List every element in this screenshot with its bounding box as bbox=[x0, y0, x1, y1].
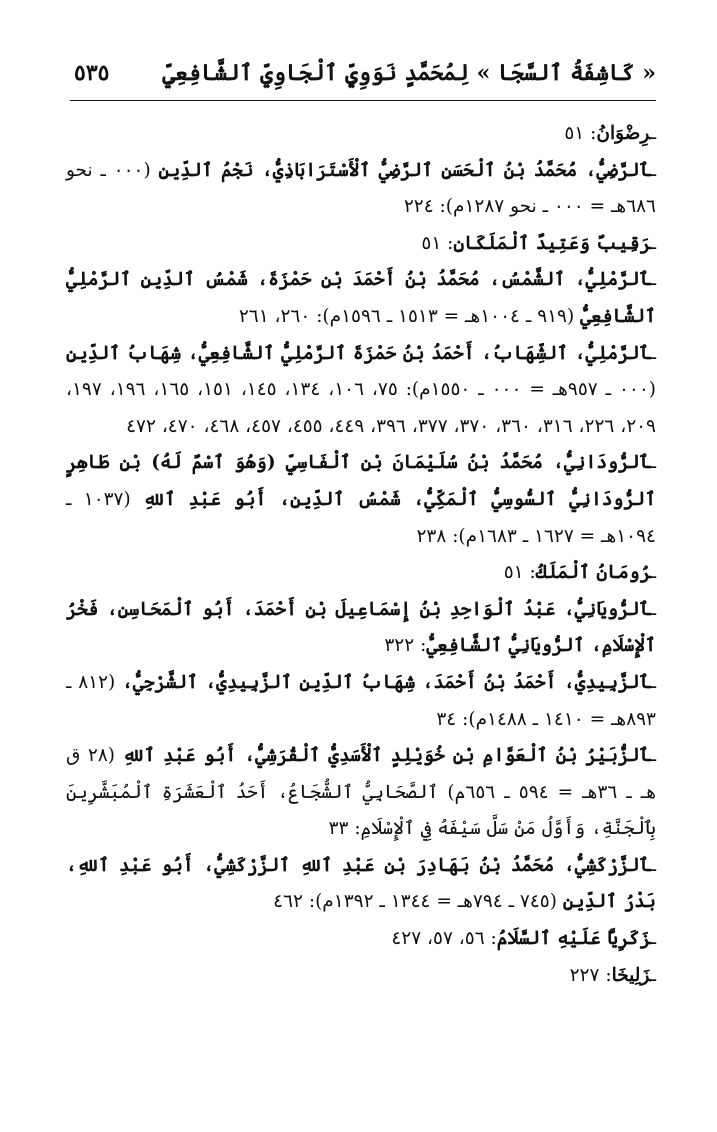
running-title: « كَاشِفَةُ ٱلسَّجَا » لِمُحَمَّدٍ نَوَوِيٍّ ٱلْجَاوِيِّ ٱلشَّافِعِيِّ bbox=[162, 60, 656, 86]
index-entry: ـٱلزَّبِيدِيُّ، أَحْمَدُ بْنُ أَحْمَدَ، شِهَابُ ٱلدِّينِ ٱلزَّبِيدِيُّ، ٱلشَّرْجِيُّ، (٨١٢ ـ ٨٩٣هـ = ١٤١٠ ـ ١٤٨٨م): ٣٤ bbox=[66, 671, 656, 730]
index-entry: ـٱلرُّويَانِيُّ، عَبْدُ ٱلْوَاحِدِ بْنُ إِسْمَاعِيلَ بْنِ أَحْمَدَ، أَبُو ٱلْمَحَاسِنِ، فَخْرُ ٱلْإِسْلَامِ، ٱلرُّويَانِيُّ ٱلشَّافِعِيُّ: ٣٢٢ bbox=[66, 598, 656, 657]
index-entry: ـرِضْوَانُ: ٥١ bbox=[564, 123, 656, 144]
entry-text: (٠٠٠ ـ ٩٥٧هـ = ٠٠٠ ـ ١٥٥٠م): ٧٥، ١٠٦، ١٣٤، ١٤٥، ١٥١، ١٦٥، ١٩٦، ١٩٧، ٢٠٩، ٢٢٦، ٣١٦، ٣٦٠، ٣٧٠، ٣٧٧، ٣٩٦، ٤٤٩، ٤٥٥، ٤٥٧، ٤٦٨، ٤٧٠، ٤٧٢ bbox=[66, 379, 657, 437]
entry-name: ٱلرَّمْلِيُّ، ٱلشِّهَابُ، أَحْمَدُ بْنُ حَمْزَةَ ٱلرَّمْلِيُّ ٱلشَّافِعِيُّ، شِهَابُ ٱلدِّينِ bbox=[66, 342, 651, 364]
page-header bbox=[70, 60, 656, 101]
entry-text: (٩١٩ ـ ١٠٠٤هـ = ١٥١٣ ـ ١٥٩٦م): ٢٦٠، ٢٦١ bbox=[238, 305, 581, 327]
index-entry: ـرُومَانُ ٱلْمَلَكُ: ٥١ bbox=[503, 562, 656, 584]
entry-name: رُومَانُ ٱلْمَلَكُ bbox=[535, 562, 651, 584]
entry-name: ٱلزَّبِيدِيُّ، أَحْمَدُ بْنُ أَحْمَدَ، شِهَابُ ٱلدِّينِ ٱلزَّبِيدِيُّ، ٱلشَّرْجِيُّ، bbox=[122, 671, 651, 693]
index-entries bbox=[66, 116, 656, 994]
entry-text: (٨١٢ ـ ٨٩٣هـ = ١٤١٠ ـ ١٤٨٨م): ٣٤ bbox=[66, 671, 656, 730]
entry-name: رِضْوَانُ bbox=[596, 123, 651, 144]
entry-text: (١٠٣٧ ـ ١٠٩٤هـ = ١٦٢٧ ـ ١٦٨٣م): ٢٣٨ bbox=[66, 488, 656, 547]
index-entry: ـٱلرُّودَانِيُّ، مُحَمَّدُ بْنُ سُلَيْمَانَ بْنِ ٱلْفَاسِيِّ (وَهُوَ ٱسْمٌ لَهُ) بْنِ طَاهِرٍ ٱلرُّودَانِيُّ ٱلسُّوسِيُّ ٱلْمَكِّيُّ، شَمْسُ ٱلدِّينِ، أَبُو عَبْدِ ٱللهِ (١٠٣٧ ـ ١٠٩٤هـ = ١٦٢٧ ـ ١٦٨٣م): ٢٣٨ bbox=[66, 452, 656, 547]
index-entry: ـرَقِيبٌ وَعَتِيدٌ ٱلْمَلَكَانِ: ٥١ bbox=[421, 232, 656, 254]
index-entry: ـٱلرَّضِيُّ، مُحَمَّدُ بْنُ ٱلْحَسَنِ ٱلرَّضِيُّ ٱلْأَسْتَرَابَاذِيُّ، نَجْمُ ٱلدِّينِ (٠٠٠ ـ نحو ٦٨٦هـ = ٠٠٠ ـ نحو ١٢٨٧م): ٢٢٤ bbox=[66, 159, 656, 218]
entry-text: : ٢٢٧ bbox=[569, 964, 612, 986]
entry-name: رَقِيبٌ وَعَتِيدٌ ٱلْمَلَكَانِ bbox=[453, 232, 651, 254]
index-entry: ـٱلرَّمْلِيُّ، ٱلشِّهَابُ، أَحْمَدُ بْنُ حَمْزَةَ ٱلرَّمْلِيُّ ٱلشَّافِعِيُّ، شِهَابُ ٱلدِّينِ (٠٠٠ ـ ٩٥٧هـ = ٠٠٠ ـ ١٥٥٠م): ٧٥، ١٠٦، ١٣٤، ١٤٥، ١٥١، ١٦٥، ١٩٦، ١٩٧، ٢٠٩، ٢٢٦، ٣١٦، ٣٦٠، ٣٧٠، ٣٧٧، ٣٩٦، ٤٤٩، ٤٥٥، ٤٥٧، ٤٦٨، ٤٧٠، ٤٧٢ bbox=[66, 342, 657, 437]
entry-name: ٱلرُّويَانِيُّ، عَبْدُ ٱلْوَاحِدِ بْنُ إِسْمَاعِيلَ بْنِ أَحْمَدَ، أَبُو ٱلْمَحَاسِنِ، فَخْرُ ٱلْإِسْلَامِ، ٱلرُّويَانِيُّ ٱلشَّافِعِيُّ bbox=[66, 598, 656, 657]
entry-name: ٱلرَّضِيُّ، مُحَمَّدُ بْنُ ٱلْحَسَنِ ٱلرَّضِيُّ ٱلْأَسْتَرَابَاذِيُّ، نَجْمُ ٱلدِّينِ bbox=[158, 159, 651, 181]
entry-text: : ٥١ bbox=[421, 232, 454, 254]
entry-text: : ٥٦، ٥٧، ٤٢٧ bbox=[391, 928, 497, 950]
entry-name: زَكَرِيَّا عَلَيْهِ ٱلسَّلَامُ bbox=[496, 928, 651, 950]
index-entry: ـٱلزَّرْكَشِيُّ، مُحَمَّدُ بْنُ بَهَادِرَ بْنِ عَبْدِ ٱللهِ ٱلزَّرْكَشِيُّ، أَبُو عَبْدِ ٱللهِ، بَدْرُ ٱلدِّينِ (٧٤٥ ـ ٧٩٤هـ = ١٣٤٤ ـ ١٣٩٢م): ٤٦٢ bbox=[66, 854, 656, 913]
entry-name: زَلِيخَا bbox=[611, 964, 651, 986]
index-entry: ـٱلزُّبَيْرُ بْنُ ٱلْعَوَّامِ بْنِ خُوَيْلِدٍ ٱلْأَسَدِيُّ ٱلْقُرَشِيُّ، أَبُو عَبْدِ ٱللهِ (٢٨ ق هـ ـ ٣٦هـ = ٥٩٤ ـ ٦٥٦م) ٱلصَّحَابِيُّ ٱلشُّجَاعُ، أَحَدُ ٱلْعَشَرَةِ ٱلْمُبَشَّرِينَ بِٱلْجَنَّةِ، وَأَوَّلُ مَنْ سَلَّ سَيْفَهُ فِي ٱلْإِسْلَامِ: ٣٣ bbox=[66, 745, 656, 840]
entry-name: ٱلرَّمْلِيُّ، ٱلشَّمْسُ، مُحَمَّدُ بْنُ أَحْمَدَ بْنِ حَمْزَةَ، شَمْسُ ٱلدِّينِ ٱلرَّمْلِيُّ ٱلشَّافِعِيُّ bbox=[66, 269, 656, 327]
index-entry: ـٱلرَّمْلِيُّ، ٱلشَّمْسُ، مُحَمَّدُ بْنُ أَحْمَدَ بْنِ حَمْزَةَ، شَمْسُ ٱلدِّينِ ٱلرَّمْلِيُّ ٱلشَّافِعِيُّ (٩١٩ ـ ١٠٠٤هـ = ١٥١٣ ـ ١٥٩٦م): ٢٦٠، ٢٦١ bbox=[66, 269, 656, 327]
entry-text: (٧٤٥ ـ ٧٩٤هـ = ١٣٤٤ ـ ١٣٩٢م): ٤٦٢ bbox=[273, 891, 563, 913]
index-entry: ـزَكَرِيَّا عَلَيْهِ ٱلسَّلَامُ: ٥٦، ٥٧، ٤٢٧ bbox=[391, 928, 656, 950]
entry-name: ٱلزُّبَيْرُ بْنُ ٱلْعَوَّامِ بْنِ خُوَيْلِدٍ ٱلْأَسَدِيُّ ٱلْقُرَشِيُّ، أَبُو عَبْدِ ٱللهِ bbox=[122, 745, 651, 767]
entry-name: ٱلزَّرْكَشِيُّ، مُحَمَّدُ بْنُ بَهَادِرَ بْنِ عَبْدِ ٱللهِ ٱلزَّرْكَشِيُّ، أَبُو عَبْدِ ٱللهِ، بَدْرُ ٱلدِّينِ bbox=[66, 854, 656, 913]
entry-text: (٠٠٠ ـ نحو ٦٨٦هـ = ٠٠٠ ـ نحو ١٢٨٧م): ٢٢٤ bbox=[66, 159, 656, 218]
entry-text: : ٥١ bbox=[564, 123, 597, 144]
page-number: ٥٣٥ bbox=[74, 60, 110, 86]
entry-text: (٢٨ ق هـ ـ ٣٦هـ = ٥٩٤ ـ ٦٥٦م) ٱلصَّحَابِيُّ ٱلشُّجَاعُ، أَحَدُ ٱلْعَشَرَةِ ٱلْمُبَشَّرِينَ بِٱلْجَنَّةِ، وَأَوَّلُ مَنْ سَلَّ سَيْفَهُ فِي ٱلْإِسْلَامِ: ٣٣ bbox=[66, 745, 656, 840]
entry-name: ٱلرُّودَانِيُّ، مُحَمَّدُ بْنُ سُلَيْمَانَ بْنِ ٱلْفَاسِيِّ (وَهُوَ ٱسْمٌ لَهُ) بْنِ طَاهِرٍ ٱلرُّودَانِيُّ ٱلسُّوسِيُّ ٱلْمَكِّيُّ، شَمْسُ ٱلدِّينِ، أَبُو عَبْدِ ٱللهِ bbox=[66, 452, 656, 510]
entry-text: : ٥١ bbox=[503, 562, 536, 584]
entry-text: : ٣٢٢ bbox=[384, 635, 427, 657]
index-entry: ـزَلِيخَا: ٢٢٧ bbox=[569, 964, 656, 986]
